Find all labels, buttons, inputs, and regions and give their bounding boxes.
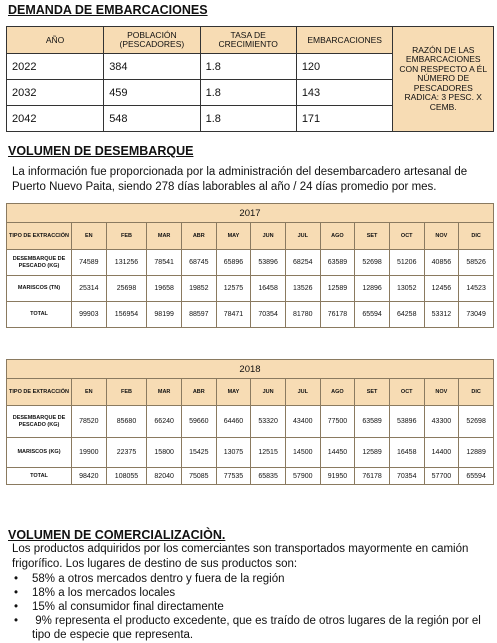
value-cell: 15425: [181, 438, 216, 468]
value-cell: 91950: [320, 468, 355, 485]
value-cell: 78541: [147, 250, 182, 276]
value-cell: 25698: [106, 276, 147, 302]
value-cell: 16458: [389, 438, 424, 468]
value-cell: 13526: [285, 276, 320, 302]
month-header: JUL: [285, 223, 320, 250]
month-header: AGO: [320, 223, 355, 250]
col-header: AÑO: [7, 27, 104, 54]
value-cell: 82040: [147, 468, 182, 485]
value-cell: 12515: [251, 438, 286, 468]
value-cell: 70354: [251, 302, 286, 328]
value-cell: 88597: [181, 302, 216, 328]
list-item-text: 15% al consumidor final directamente: [32, 601, 224, 613]
value-cell: 78471: [216, 302, 251, 328]
value-cell: 68745: [181, 250, 216, 276]
row-label: DESEMBARQUE DE PESCADO (KG): [7, 250, 72, 276]
cell: 459: [104, 80, 200, 106]
month-header: MAR: [147, 379, 182, 406]
value-cell: 19900: [72, 438, 107, 468]
table-2017: [6, 203, 494, 328]
month-header: DIC: [459, 223, 494, 250]
col-header: TASA DE CRECIMIENTO: [200, 27, 296, 54]
month-header: AGO: [320, 379, 355, 406]
value-cell: 98420: [72, 468, 107, 485]
value-cell: 76178: [320, 302, 355, 328]
cell: 1.8: [200, 80, 296, 106]
desembarque-heading: VOLUMEN DE DESEMBARQUE: [8, 144, 194, 158]
month-header: EN: [72, 223, 107, 250]
table-2018: [6, 359, 494, 485]
year-header: 2018: [7, 360, 494, 379]
month-header: MAR: [147, 223, 182, 250]
value-cell: 43300: [424, 406, 459, 438]
month-header: ABR: [181, 379, 216, 406]
value-cell: 99903: [72, 302, 107, 328]
cell: 171: [296, 106, 393, 132]
list-item: [12, 586, 494, 600]
cell: 1.8: [200, 106, 296, 132]
list-item-text: 18% a los mercados locales: [32, 587, 176, 599]
value-cell: 43400: [285, 406, 320, 438]
value-cell: 78520: [72, 406, 107, 438]
value-cell: 108055: [106, 468, 147, 485]
month-header: JUN: [251, 223, 286, 250]
value-cell: 65594: [355, 302, 390, 328]
table-row: [7, 406, 494, 438]
table-row: [7, 250, 494, 276]
value-cell: 53896: [389, 406, 424, 438]
value-cell: 77500: [320, 406, 355, 438]
month-header: JUL: [285, 379, 320, 406]
value-cell: 57900: [285, 468, 320, 485]
value-cell: 14523: [459, 276, 494, 302]
month-header: OCT: [389, 223, 424, 250]
demanda-table: [6, 26, 494, 132]
value-cell: 53312: [424, 302, 459, 328]
value-cell: 59660: [181, 406, 216, 438]
value-cell: 76178: [355, 468, 390, 485]
list-item-text: 9% representa el producto excedente, que es traído de otros lugares de la región por el tipo de especie que representa.: [32, 615, 484, 641]
value-cell: 131256: [106, 250, 147, 276]
value-cell: 81780: [285, 302, 320, 328]
month-header: NOV: [424, 379, 459, 406]
value-cell: 13075: [216, 438, 251, 468]
value-cell: 19658: [147, 276, 182, 302]
corner-header: TIPO DE EXTRACCIÓN: [7, 379, 72, 406]
value-cell: 52698: [355, 250, 390, 276]
year-header: 2017: [7, 204, 494, 223]
month-header: FEB: [106, 379, 147, 406]
value-cell: 70354: [389, 468, 424, 485]
value-cell: 15800: [147, 438, 182, 468]
list-item-text: 58% a otros mercados dentro y fuera de la región: [32, 573, 285, 585]
value-cell: 68254: [285, 250, 320, 276]
demanda-heading: DEMANDA DE EMBARCACIONES: [8, 3, 208, 17]
bullet: •: [14, 573, 19, 585]
comercializacion-heading: VOLUMEN DE COMERCIALIZACIÒN.: [8, 528, 226, 542]
value-cell: 58526: [459, 250, 494, 276]
value-cell: 63589: [355, 406, 390, 438]
value-cell: 40856: [424, 250, 459, 276]
cell: 2022: [7, 54, 104, 80]
value-cell: 74589: [72, 250, 107, 276]
value-cell: 14450: [320, 438, 355, 468]
corner-header: TIPO DE EXTRACCIÓN: [7, 223, 72, 250]
value-cell: 64258: [389, 302, 424, 328]
desembarque-paragraph: La información fue proporcionada por la administración del desembarcadero artesanal de Puerto Nuevo Paita, siendo 278 días laborables al año / 24 días promedio por mes.: [12, 166, 468, 193]
month-header: FEB: [106, 223, 147, 250]
value-cell: 66240: [147, 406, 182, 438]
month-header: MAY: [216, 223, 251, 250]
list-item: [12, 600, 494, 614]
cell: 143: [296, 80, 393, 106]
value-cell: 75085: [181, 468, 216, 485]
value-cell: 12456: [424, 276, 459, 302]
value-cell: 12889: [459, 438, 494, 468]
bullet: •: [14, 601, 19, 613]
month-header: OCT: [389, 379, 424, 406]
cell: 2042: [7, 106, 104, 132]
value-cell: 52698: [459, 406, 494, 438]
col-header: EMBARCACIONES: [296, 27, 393, 54]
month-header: SET: [355, 379, 390, 406]
value-cell: 25314: [72, 276, 107, 302]
value-cell: 156954: [106, 302, 147, 328]
row-label: DESEMBARQUE DE PESCADO (KG): [7, 406, 72, 438]
value-cell: 14500: [285, 438, 320, 468]
table-row: [7, 438, 494, 468]
cell: 384: [104, 54, 200, 80]
row-label: MARISCOS (TN): [7, 276, 72, 302]
value-cell: 64460: [216, 406, 251, 438]
value-cell: 98199: [147, 302, 182, 328]
value-cell: 51206: [389, 250, 424, 276]
month-header: EN: [72, 379, 107, 406]
cell: 2032: [7, 80, 104, 106]
value-cell: 12896: [355, 276, 390, 302]
list-item: [12, 614, 494, 642]
value-cell: 65835: [251, 468, 286, 485]
cell: 548: [104, 106, 200, 132]
value-cell: 12589: [320, 276, 355, 302]
value-cell: 13052: [389, 276, 424, 302]
month-header: JUN: [251, 379, 286, 406]
value-cell: 12575: [216, 276, 251, 302]
bullet: •: [14, 615, 19, 627]
row-label: MARISCOS (KG): [7, 438, 72, 468]
month-header: SET: [355, 223, 390, 250]
row-label: TOTAL: [7, 468, 72, 485]
value-cell: 12589: [355, 438, 390, 468]
value-cell: 53896: [251, 250, 286, 276]
value-cell: 77535: [216, 468, 251, 485]
col-header: POBLACIÓN (PESCADORES): [104, 27, 200, 54]
month-header: MAY: [216, 379, 251, 406]
value-cell: 14400: [424, 438, 459, 468]
ratio-note: RAZÓN DE LAS EMBARCACIONES CON RESPECTO A ÉL NÚMERO DE PESCADORES RADICA: 3 PESC. X CEMB.: [393, 27, 494, 132]
value-cell: 65896: [216, 250, 251, 276]
month-header: DIC: [459, 379, 494, 406]
value-cell: 63589: [320, 250, 355, 276]
month-header: ABR: [181, 223, 216, 250]
table-row: [7, 468, 494, 485]
destination-list: [12, 572, 494, 642]
cell: 1.8: [200, 54, 296, 80]
value-cell: 19852: [181, 276, 216, 302]
value-cell: 65594: [459, 468, 494, 485]
value-cell: 57700: [424, 468, 459, 485]
table-row: [7, 276, 494, 302]
value-cell: 53320: [251, 406, 286, 438]
cell: 120: [296, 54, 393, 80]
value-cell: 16458: [251, 276, 286, 302]
value-cell: 22375: [106, 438, 147, 468]
month-header: NOV: [424, 223, 459, 250]
value-cell: 73049: [459, 302, 494, 328]
table-row: [7, 302, 494, 328]
row-label: TOTAL: [7, 302, 72, 328]
value-cell: 85680: [106, 406, 147, 438]
list-item: [12, 572, 494, 586]
comercializacion-paragraph: Los productos adquiridos por los comerciantes son transportados mayormente en camión frigorífico. Los lugares de destino de sus productos son:: [12, 543, 469, 570]
bullet: •: [14, 587, 19, 599]
